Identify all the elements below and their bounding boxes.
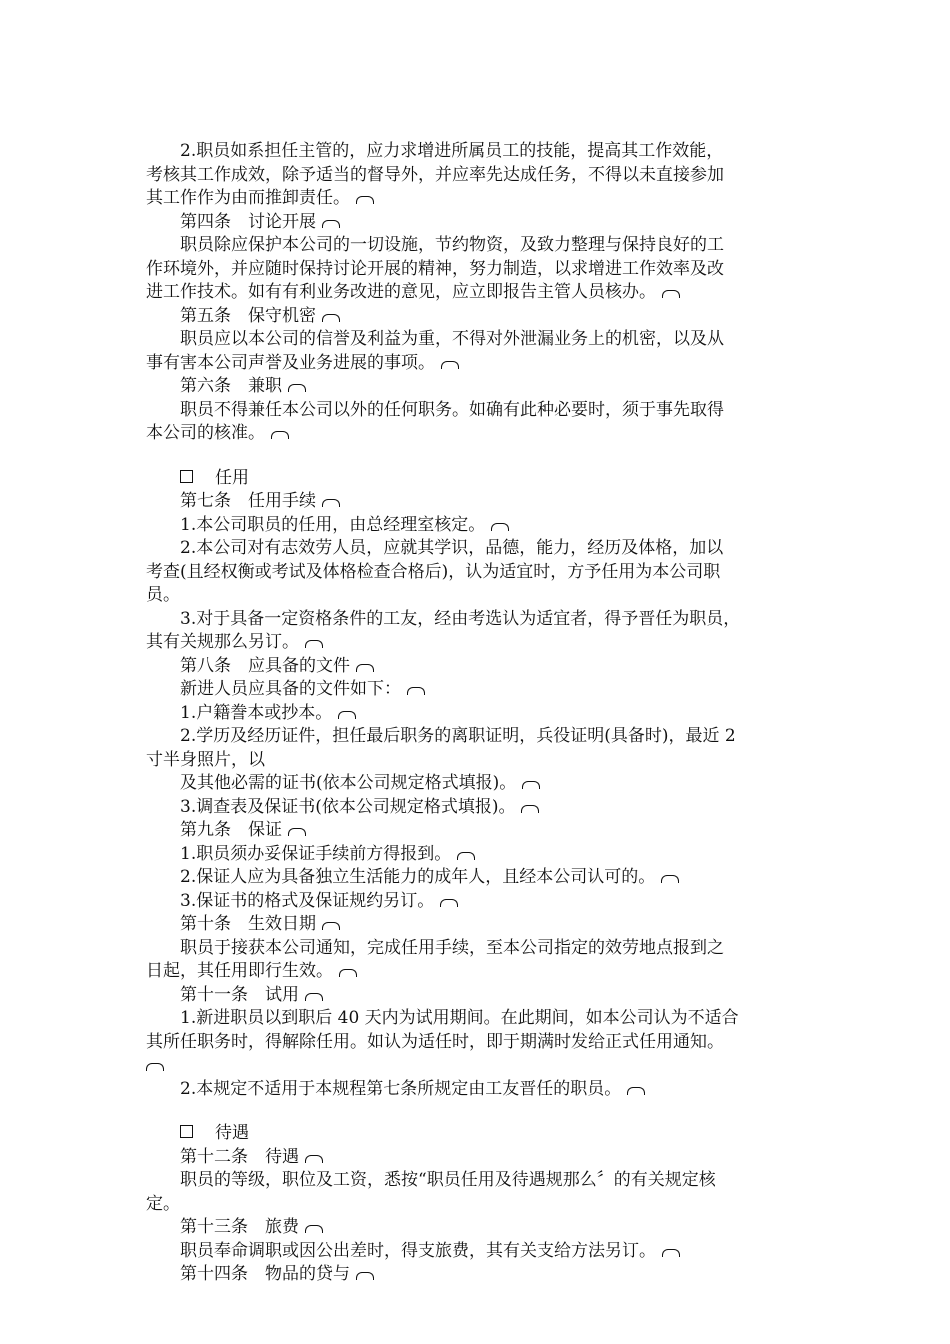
line-text: 第十一条 试用 <box>180 984 299 1005</box>
text-line <box>146 866 811 890</box>
text-line <box>146 1031 811 1055</box>
text-line <box>146 702 811 726</box>
paragraph-mark-icon <box>305 1155 323 1163</box>
text-line <box>146 258 811 282</box>
paragraph-mark-icon <box>338 711 356 719</box>
line-text: 第四条 讨论开展 <box>180 211 316 232</box>
line-text: 员。 <box>146 585 180 605</box>
text-line <box>146 937 811 961</box>
line-text: 作环境外，并应随时保持讨论开展的精神，努力制造，以求增进工作效率及改 <box>146 258 724 279</box>
paragraph-mark-icon <box>305 640 323 648</box>
paragraph-mark-icon <box>356 1272 374 1280</box>
text-line <box>146 584 811 608</box>
text-line <box>146 1007 811 1031</box>
text-line <box>146 514 811 538</box>
text-line <box>146 422 811 446</box>
line-text: 第七条 任用手续 <box>180 491 316 511</box>
paragraph-mark-icon <box>457 852 475 860</box>
text-line <box>146 140 811 164</box>
text-line <box>146 890 811 914</box>
paragraph-mark-icon <box>288 384 306 392</box>
text-line <box>146 561 811 585</box>
line-text: 第五条 保守机密 <box>180 305 316 326</box>
line-text: 及其他必需的证书(依本公司规定格式填报)。 <box>180 773 517 793</box>
paragraph-mark-icon <box>407 687 425 695</box>
checkbox-icon <box>180 470 193 483</box>
text-line <box>146 843 811 867</box>
text-line <box>146 187 811 211</box>
text-line <box>146 399 811 423</box>
text-line <box>146 913 811 937</box>
line-text: 2.学历及经历证件，担任最后职务的离职证明，兵役证明(具备时)，最近 2 <box>180 726 736 746</box>
paragraph-mark-icon <box>521 805 539 813</box>
text-line <box>146 1169 811 1193</box>
text-line <box>146 234 811 258</box>
line-text: 2.本规定不适用于本规程第七条所规定由工友晋任的职员。 <box>180 1078 622 1099</box>
document-page <box>146 140 811 1287</box>
paragraph-mark-icon <box>322 499 340 507</box>
line-text: 3.保证书的格式及保证规约另订。 <box>180 890 435 911</box>
text-line <box>146 749 811 773</box>
line-text: 本公司的核准。 <box>146 423 265 443</box>
line-text: 2.职员如系担任主管的，应力求增进所属员工的技能，提高其工作效能， <box>180 141 724 161</box>
text-line <box>146 375 811 399</box>
line-text: 考核其工作成效，除予适当的督导外，并应率先达成任务，不得以未直接参加 <box>146 164 724 185</box>
text-line <box>146 1146 811 1170</box>
paragraph-mark-icon <box>441 361 459 369</box>
line-text: 第十四条 物品的贷与 <box>180 1264 350 1284</box>
text-line <box>146 164 811 188</box>
line-text: 第八条 应具备的文件 <box>180 655 350 676</box>
line-text: 进工作技术。如有有利业务改进的意见，应立即报告主管人员核办。 <box>146 282 656 302</box>
line-text: 第十二条 待遇 <box>180 1146 299 1167</box>
paragraph-mark-icon <box>627 1087 645 1095</box>
paragraph-mark-icon <box>271 431 289 439</box>
line-text: 职员除应保护本公司的一切设施，节约物资，及致力整理与保持良好的工 <box>180 235 724 255</box>
line-text: 第十三条 旅费 <box>180 1217 299 1237</box>
text-line <box>146 1240 811 1264</box>
text-line <box>146 984 811 1008</box>
paragraph-mark-icon <box>356 196 374 204</box>
line-text: 其有关规那么另订。 <box>146 632 299 652</box>
text-line <box>146 960 811 984</box>
line-text: 其工作作为由而推卸责任。 <box>146 188 350 208</box>
text-line <box>146 537 811 561</box>
line-text: 职员的等级，职位及工资，悉按“职员任用及待遇规那么〞的有关规定核 <box>180 1170 716 1190</box>
paragraph-mark-icon <box>491 523 509 531</box>
line-text: 事有害本公司声誉及业务进展的事项。 <box>146 352 435 373</box>
paragraph-mark-icon <box>322 314 340 322</box>
line-text: 考查(且经权衡或考试及体格检查合格后)，认为适宜时，方予任用为本公司职 <box>146 561 721 582</box>
paragraph-mark-icon <box>661 875 679 883</box>
line-text: 日起，其任用即行生效。 <box>146 961 333 981</box>
line-text: 1.本公司职员的任用，由总经理室核定。 <box>180 514 486 535</box>
paragraph-mark-icon <box>288 828 306 836</box>
text-line <box>146 772 811 796</box>
text-line <box>146 725 811 749</box>
text-line <box>146 1054 811 1078</box>
paragraph-mark-icon <box>339 969 357 977</box>
line-text: 第九条 保证 <box>180 820 282 840</box>
line-text: 1.户籍誊本或抄本。 <box>180 702 333 723</box>
paragraph-mark-icon <box>146 1063 164 1071</box>
line-text: 职员于接获本公司通知，完成任用手续，至本公司指定的效劳地点报到之 <box>180 937 724 958</box>
text-line <box>146 328 811 352</box>
section-heading-employment: 任用 <box>146 467 811 491</box>
text-line <box>146 655 811 679</box>
text-line <box>146 211 811 235</box>
line-text: 3.调查表及保证书(依本公司规定格式填报)。 <box>180 796 516 817</box>
checkbox-icon <box>180 1125 193 1138</box>
paragraph-mark-icon <box>522 781 540 789</box>
paragraph-mark-icon <box>662 290 680 298</box>
paragraph-mark-icon <box>305 1225 323 1233</box>
text-line <box>146 352 811 376</box>
employment-block <box>146 490 811 1101</box>
text-line <box>146 1078 811 1102</box>
text-line <box>146 608 811 632</box>
line-text: 1.新进职员以到职后 40 天内为试用期间。在此期间，如本公司认为不适合 <box>180 1008 739 1028</box>
line-text: 第十条 生效日期 <box>180 914 316 934</box>
text-line <box>146 631 811 655</box>
text-line <box>146 490 811 514</box>
line-text: 其所任职务时，得解除任用。如认为适任时，即于期满时发给正式任用通知。 <box>146 1031 724 1052</box>
text-line <box>146 796 811 820</box>
text-line <box>146 1193 811 1217</box>
line-text: 新进人员应具备的文件如下： <box>180 679 401 699</box>
line-text: 2.本公司对有志效劳人员，应就其学识，品德，能力，经历及体格，加以 <box>180 538 724 558</box>
intro-block <box>146 140 811 446</box>
line-text: 职员奉命调职或因公出差时，得支旅费，其有关支给方法另订。 <box>180 1240 656 1261</box>
paragraph-mark-icon <box>440 899 458 907</box>
text-line <box>146 819 811 843</box>
paragraph-mark-icon <box>322 220 340 228</box>
paragraph-mark-icon <box>322 922 340 930</box>
text-line <box>146 281 811 305</box>
line-text: 职员不得兼任本公司以外的任何职务。如确有此种必要时，须于事先取得 <box>180 399 724 420</box>
line-text: 2.保证人应为具备独立生活能力的成年人，且经本公司认可的。 <box>180 867 656 887</box>
paragraph-mark-icon <box>305 993 323 1001</box>
section-heading-treatment: 待遇 <box>146 1122 811 1146</box>
line-text: 定。 <box>146 1193 180 1214</box>
text-line <box>146 1263 811 1287</box>
line-text: 第六条 兼职 <box>180 376 282 396</box>
text-line <box>146 1216 811 1240</box>
paragraph-mark-icon <box>662 1249 680 1257</box>
line-text: 3.对于具备一定资格条件的工友，经由考选认为适宜者，得予晋任为职员， <box>180 608 741 629</box>
paragraph-mark-icon <box>356 664 374 672</box>
text-line <box>146 305 811 329</box>
line-text: 寸半身照片，以 <box>146 749 265 770</box>
line-text: 职员应以本公司的信誉及利益为重，不得对外泄漏业务上的机密，以及从 <box>180 329 724 349</box>
line-text: 1.职员须办妥保证手续前方得报到。 <box>180 843 452 864</box>
text-line <box>146 678 811 702</box>
treatment-block <box>146 1146 811 1287</box>
